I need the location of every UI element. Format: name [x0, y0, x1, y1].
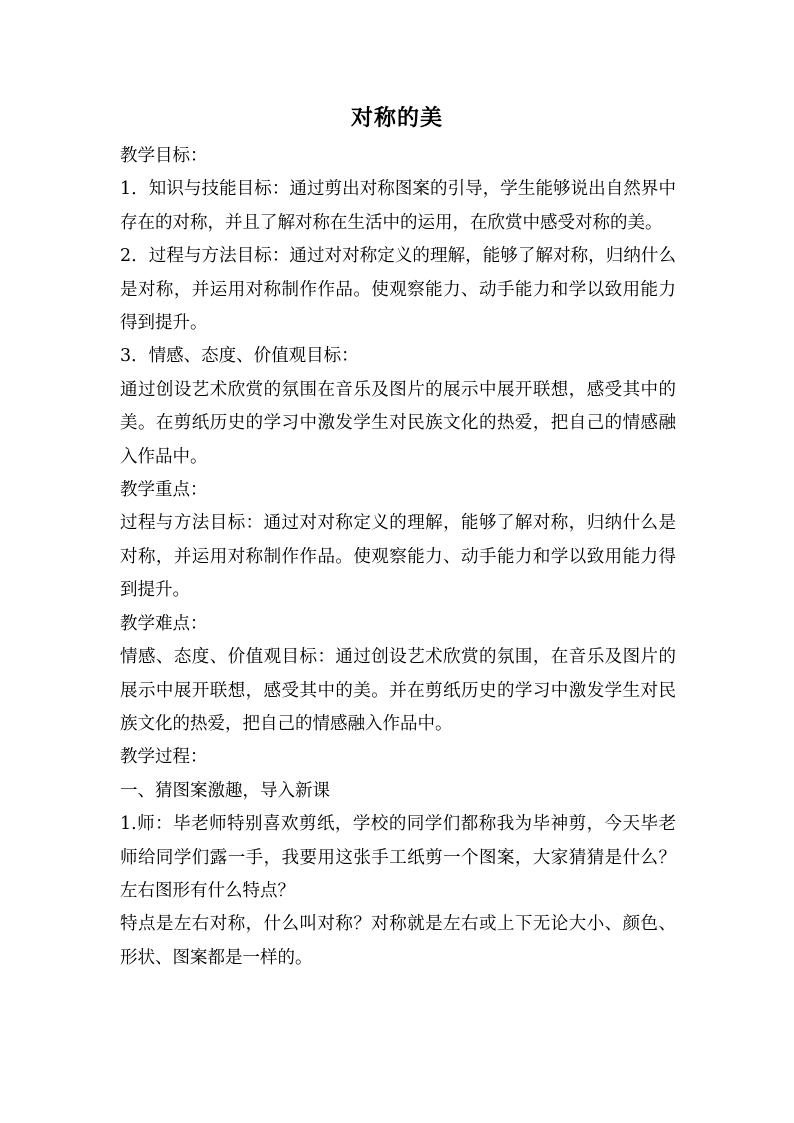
paragraph-objective-2: 2．过程与方法目标：通过对对称定义的理解，能够了解对称，归纳什么是对称，并运用对称制作作品。使观察能力、动手能力和学以致用能力得到提升。 — [120, 246, 676, 334]
page-title: 对称的美 — [350, 105, 443, 131]
section-heading-objectives: 教学目标： — [120, 146, 208, 166]
paragraph-step-1-heading: 一、猜图案激趣，导入新课 — [120, 780, 330, 801]
paragraph-key-points: 过程与方法目标：通过对对称定义的理解，能够了解对称，归纳什么是对称，并运用对称制作作品。使观察能力、动手能力和学以致用能力得到提升。 — [120, 513, 676, 601]
section-heading-difficulties: 教学难点： — [120, 613, 208, 634]
paragraph-step-1: 1.师：毕老师特别喜欢剪纸，学校的同学们都称我为毕神剪，今天毕老师给同学们露一手，我要用这张手工纸剪一个图案，大家猜猜是什么？左右图形有什么特点？ — [120, 814, 676, 901]
paragraph-difficulties: 情感、态度、价值观目标：通过创设艺术欣赏的氛围，在音乐及图片的展示中展开联想，感受其中的美。并在剪纸历史的学习中激发学生对民族文化的热爱，把自己的情感融入作品中。 — [120, 647, 676, 734]
paragraph-step-1-explanation: 特点是左右对称，什么叫对称？对称就是左右或上下无论大小、颜色、形状、图案都是一样的。 — [120, 914, 676, 968]
paragraph-objective-3-heading: 3．情感、态度、价值观目标： — [120, 346, 359, 367]
section-heading-process: 教学过程： — [120, 747, 208, 768]
paragraph-objective-3: 通过创设艺术欣赏的氛围在音乐及图片的展示中展开联想，感受其中的美。在剪纸历史的学习中激发学生对民族文化的热爱，把自己的情感融入作品中。 — [120, 379, 676, 467]
document-body — [120, 140, 676, 975]
paragraph-objective-1: 1．知识与技能目标：通过剪出对称图案的引导，学生能够说出自然界中存在的对称，并且了解对称在生活中的运用，在欣赏中感受对称的美。 — [120, 179, 676, 233]
section-heading-key-points: 教学重点： — [120, 480, 208, 501]
